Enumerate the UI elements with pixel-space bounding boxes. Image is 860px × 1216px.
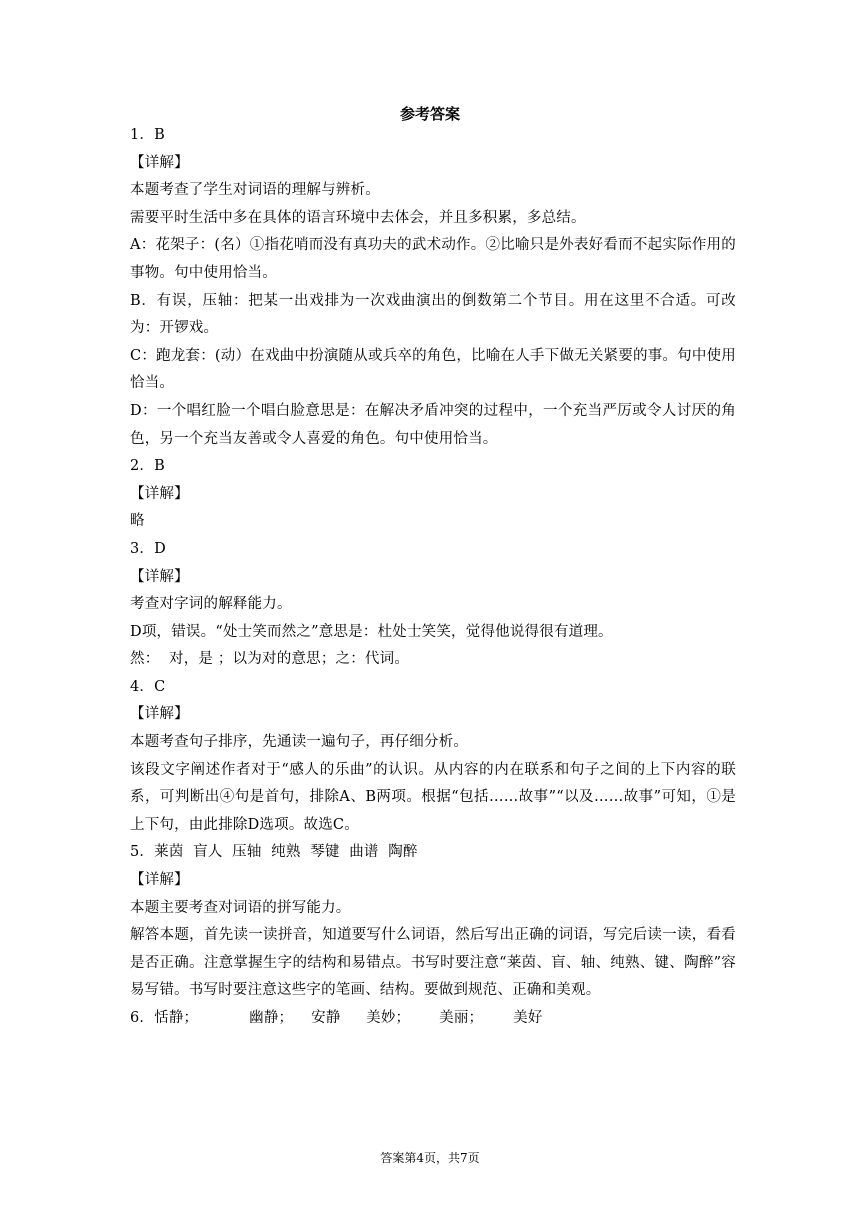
q1-line: 需要平时生活中多在具体的语言环境中去体会，并且多积累，多总结。 xyxy=(130,209,586,226)
q4-detail-label: 【详解】 xyxy=(130,706,189,723)
q6-item: 安静 xyxy=(311,1010,341,1026)
page-footer: 答案第4页，共7页 xyxy=(380,1151,480,1165)
q6-item: 恬静； xyxy=(154,1010,199,1026)
q3-line: 然： 对，是 ；以为对的意思；之：代词。 xyxy=(130,651,410,668)
q4-line: 本题考查句子排序，先通读一遍句子，再仔细分析。 xyxy=(130,734,469,751)
q2-detail-label: 【详解】 xyxy=(130,485,189,502)
q1-answer: 1．B xyxy=(130,127,165,143)
q1-detail-label: 【详解】 xyxy=(130,154,189,171)
answer-content xyxy=(130,122,736,1033)
q6-item: 美丽； xyxy=(439,1010,484,1026)
q6-answer xyxy=(130,1005,736,1033)
q6-number: 6． xyxy=(130,1010,155,1026)
q1-line: D：一个唱红脸一个唱白脸意思是：在解决矛盾冲突的过程中，一个充当严厉或令人讨厌的角色，另一个充当友善或令人喜爱的角色。句中使用恰当。 xyxy=(130,402,736,447)
q1-line: C：跑龙套：(动）在戏曲中扮演随从或兵卒的角色，比喻在人手下做无关紧要的事。句中使用恰当。 xyxy=(130,347,736,392)
q3-detail-label: 【详解】 xyxy=(130,568,189,585)
q4-answer: 4．C xyxy=(130,678,166,695)
q1-line: 本题考查了学生对词语的理解与辨析。 xyxy=(130,182,380,199)
q5-detail-label: 【详解】 xyxy=(130,872,189,889)
q1-line: A：花架子：(名）①指花哨而没有真功夫的武术动作。②比喻只是外表好看而不起实际作用的事物。句中使用恰当。 xyxy=(130,237,736,281)
q6-item: 幽静； xyxy=(249,1010,294,1026)
q2-answer: 2．B xyxy=(130,458,165,475)
q4-line: 该段文字阐述作者对于“感人的乐曲”的认识。从内容的内在联系和句子之间的上下内容的联系，可判断出④句是首句，排除A、B两项。根据“包括……故事”“以及……故事”可知，①是上下句，由此排除D选项。故选C。 xyxy=(130,761,736,833)
q5-line: 本题主要考查对词语的拼写能力。 xyxy=(130,899,351,916)
q1-line: B．有误，压轴：把某一出戏排为一次戏曲演出的倒数第二个节目。用在这里不合适。可改为：开锣戏。 xyxy=(130,292,736,337)
q3-line: 考查对字词的解释能力。 xyxy=(130,596,292,613)
q5-answer: 5．莱茵 盲人 压轴 纯熟 琴键 曲谱 陶醉 xyxy=(130,844,418,861)
page-title: 参考答案 xyxy=(399,105,460,123)
q3-line: D项，错误。“处士笑而然之”意思是：杜处士笑笑，觉得他说得很有道理。 xyxy=(130,623,613,640)
q6-item: 美妙； xyxy=(366,1010,411,1026)
q3-answer: 3．D xyxy=(130,540,166,557)
q2-line: 略 xyxy=(130,513,145,530)
q6-item: 美好 xyxy=(513,1010,543,1026)
q5-line: 解答本题，首先读一读拼音，知道要写什么词语，然后写出正确的词语，写完后读一读，看看是否正确。注意掌握生字的结构和易错点。书写时要注意“莱茵、盲、轴、纯熟、键、陶醉”容易写错。书写时要注意这些字的笔画、结构。要做到规范、正确和美观。 xyxy=(130,927,736,999)
